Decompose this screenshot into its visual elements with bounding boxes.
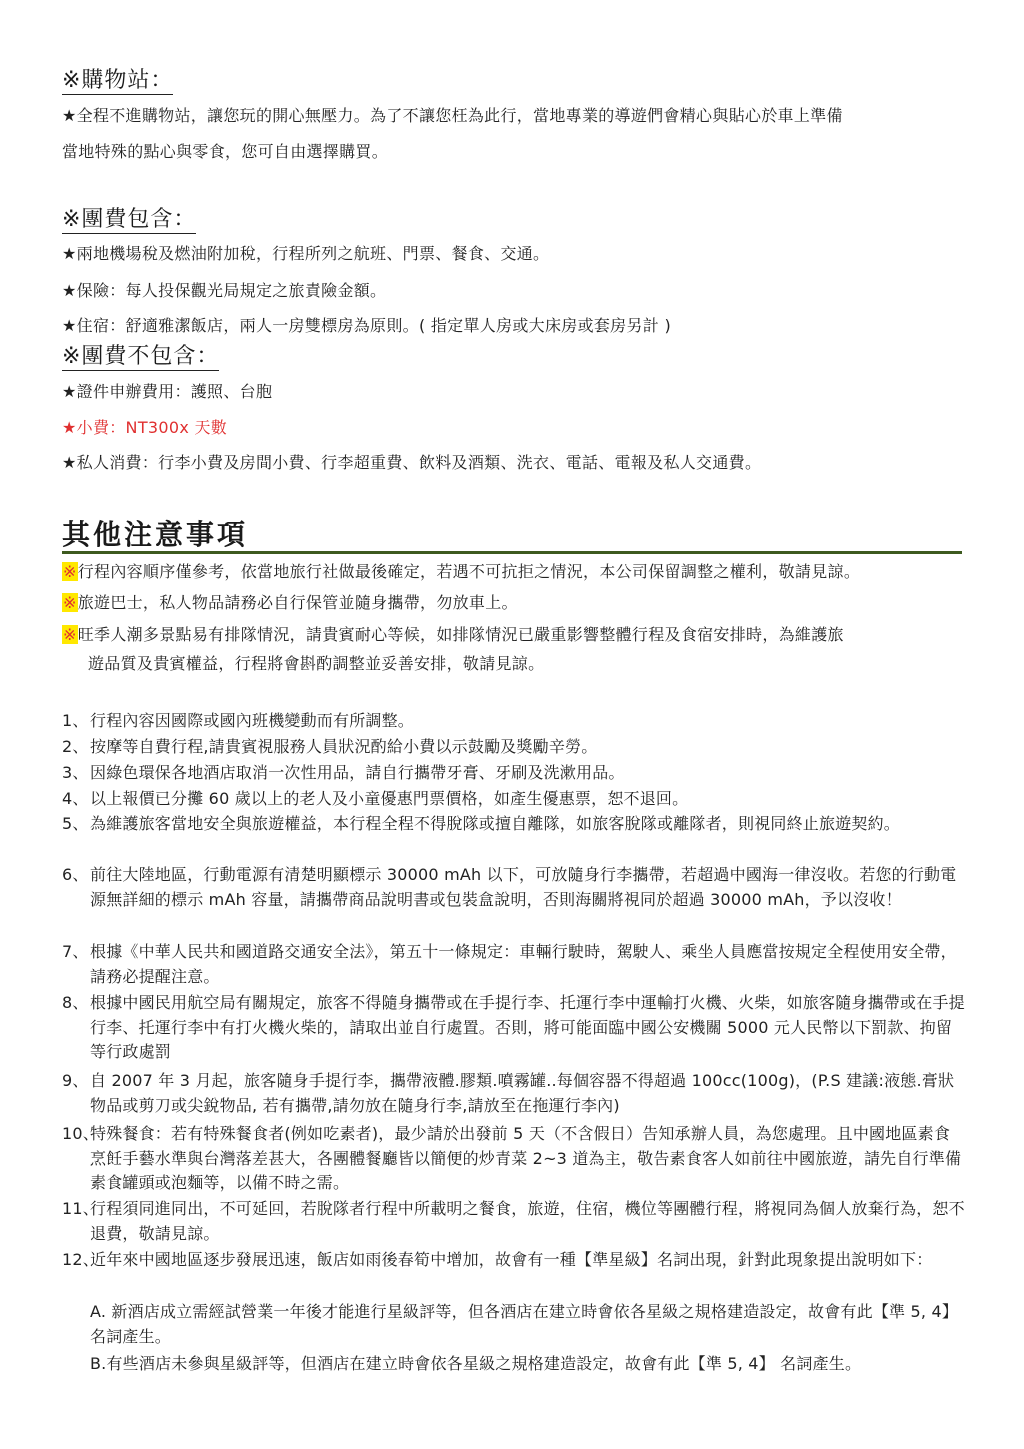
shopping-line-2: 當地特殊的點心與零食，您可自由選擇購買。 [62, 142, 389, 161]
notes-title: 其他注意事項 [62, 518, 249, 551]
title-rule [62, 551, 962, 554]
list-item: 1、 行程內容因國際或國內班機變動而有所調整。 [62, 711, 415, 730]
list-item: 5、 為維護旅客當地安全與旅遊權益，本行程全程不得脫隊或擅自離隊，如旅客脫隊或離隊者，則視同終止旅遊契約。 [62, 814, 901, 833]
note-mark: ※ [63, 625, 77, 644]
list-item: 4、 以上報價已分攤 60 歲以上的老人及小童優惠門票價格，如產生優惠票，恕不退回。 [62, 789, 689, 808]
shopping-line-1: ★全程不進購物站，讓您玩的開心無壓力。為了不讓您枉為此行，當地專業的導遊們會精心與貼心於車上準備 [62, 106, 843, 125]
list-item: 10、 特殊餐食：若有特殊餐食者(例如吃素者)，最少請於出發前 5 天（不含假日）告知承辦人員，為您處理。且中國地區素食烹飪手藝水準與台灣落差甚大，各團體餐廳皆以簡便的炒青菜 2~3 道為主，敬告素食客人如前往中國旅遊，請先自行準備素食罐頭或泡麵等，以備不時之需。 [62, 1124, 962, 1193]
list-item: 6、 前往大陸地區，行動電源有清楚明顯標示 30000 mAh 以下，可放隨身行李攜帶，若超過中國海一律沒收。若您的行動電源無詳細的標示 mAh 容量，請攜帶商品說明書或包裝盒說明，否則海關將視同於超過 30000 mAh，予以沒收！ [62, 865, 957, 909]
note-mark: ※ [63, 562, 77, 581]
list-item: 12、 近年來中國地區逐步發展迅速，飯店如雨後春筍中增加，故會有一種【準星級】名詞出現，針對此現象提出說明如下： [62, 1250, 933, 1269]
excluded-item: ★私人消費：行李小費及房間小費、行李超重費、飲料及酒類、洗衣、電話、電報及私人交通費。 [62, 453, 762, 472]
sub-item-a: A. 新酒店成立需經試營業一年後才能進行星級評等，但各酒店在建立時會依各星級之規格建造設定，故會有此【準 5, 4】名詞產生。 [90, 1302, 959, 1346]
list-item: 7、 根據《中華人民共和國道路交通安全法》，第五十一條規定：車輛行駛時，駕駛人、乘坐人員應當按規定全程使用安全帶，請務必提醒注意。 [62, 942, 957, 986]
note-mark: ※ [63, 593, 77, 612]
excluded-item: ★證件申辦費用：護照、台胞 [62, 382, 273, 401]
included-heading: ※團費包含： [62, 207, 197, 232]
included-item: ★保險：每人投保觀光局規定之旅責險金額。 [62, 281, 387, 300]
sub-item-b: B.有些酒店未參與星級評等，但酒店在建立時會依各星級之規格建造設定，故會有此【準 5, 4】 名詞產生。 [90, 1354, 862, 1373]
list-item: 11、 行程須同進同出，不可延回，若脫隊者行程中所載明之餐食，旅遊，住宿，機位等團體行程，將視同為個人放棄行為，恕不退費，敬請見諒。 [62, 1199, 965, 1243]
list-item: 9、 自 2007 年 3 月起，旅客隨身手提行李，攜帶液體.膠類.噴霧罐..每個容器不得超過 100cc(100g)，(P.S 建議:液態.膏狀物品或剪刀或尖銳物品, 若有攜帶,請勿放在隨身行李,請放至在拖運行李內) [62, 1071, 955, 1115]
shopping-heading: ※購物站： [62, 68, 174, 93]
note-3: ※旺季人潮多景點易有排隊情況，請貴賓耐心等候，如排隊情況已嚴重影響整體行程及食宿安排時，為維護旅 [63, 625, 844, 644]
included-item: ★兩地機場稅及燃油附加稅，行程所列之航班、門票、餐食、交通。 [62, 244, 550, 263]
list-item: 3、 因綠色環保各地酒店取消一次性用品，請自行攜帶牙膏、牙刷及洗漱用品。 [62, 763, 625, 782]
note-3-cont: 遊品質及貴賓權益，行程將會斟酌調整並妥善安排，敬請見諒。 [88, 654, 545, 673]
list-item: 2、 按摩等自費行程,請貴賓視服務人員狀況酌給小費以示鼓勵及獎勵辛勞。 [62, 737, 598, 756]
note-2: ※旅遊巴士，私人物品請務必自行保管並隨身攜帶，勿放車上。 [63, 593, 518, 612]
included-item: ★住宿：舒適雅潔飯店，兩人一房雙標房為原則。( 指定單人房或大床房或套房另計 ) [62, 316, 672, 335]
list-item-warning: 8、 根據中國民用航空局有關規定，旅客不得隨身攜帶或在手提行李、托運行李中運輸打火機、火柴，如旅客隨身攜帶或在手提行李、托運行李中有打火機火柴的，請取出並自行處置。否則，將可能面臨中國公安機關 5000 元人民幣以下罰款、拘留等行政處罰 [62, 993, 965, 1062]
note-1: ※行程內容順序僅參考，依當地旅行社做最後確定，若遇不可抗拒之情況，本公司保留調整之權利，敬請見諒。 [63, 562, 861, 581]
excluded-heading: ※團費不包含： [62, 344, 220, 369]
tip-item: ★小費：NT300x 天數 [62, 418, 228, 437]
